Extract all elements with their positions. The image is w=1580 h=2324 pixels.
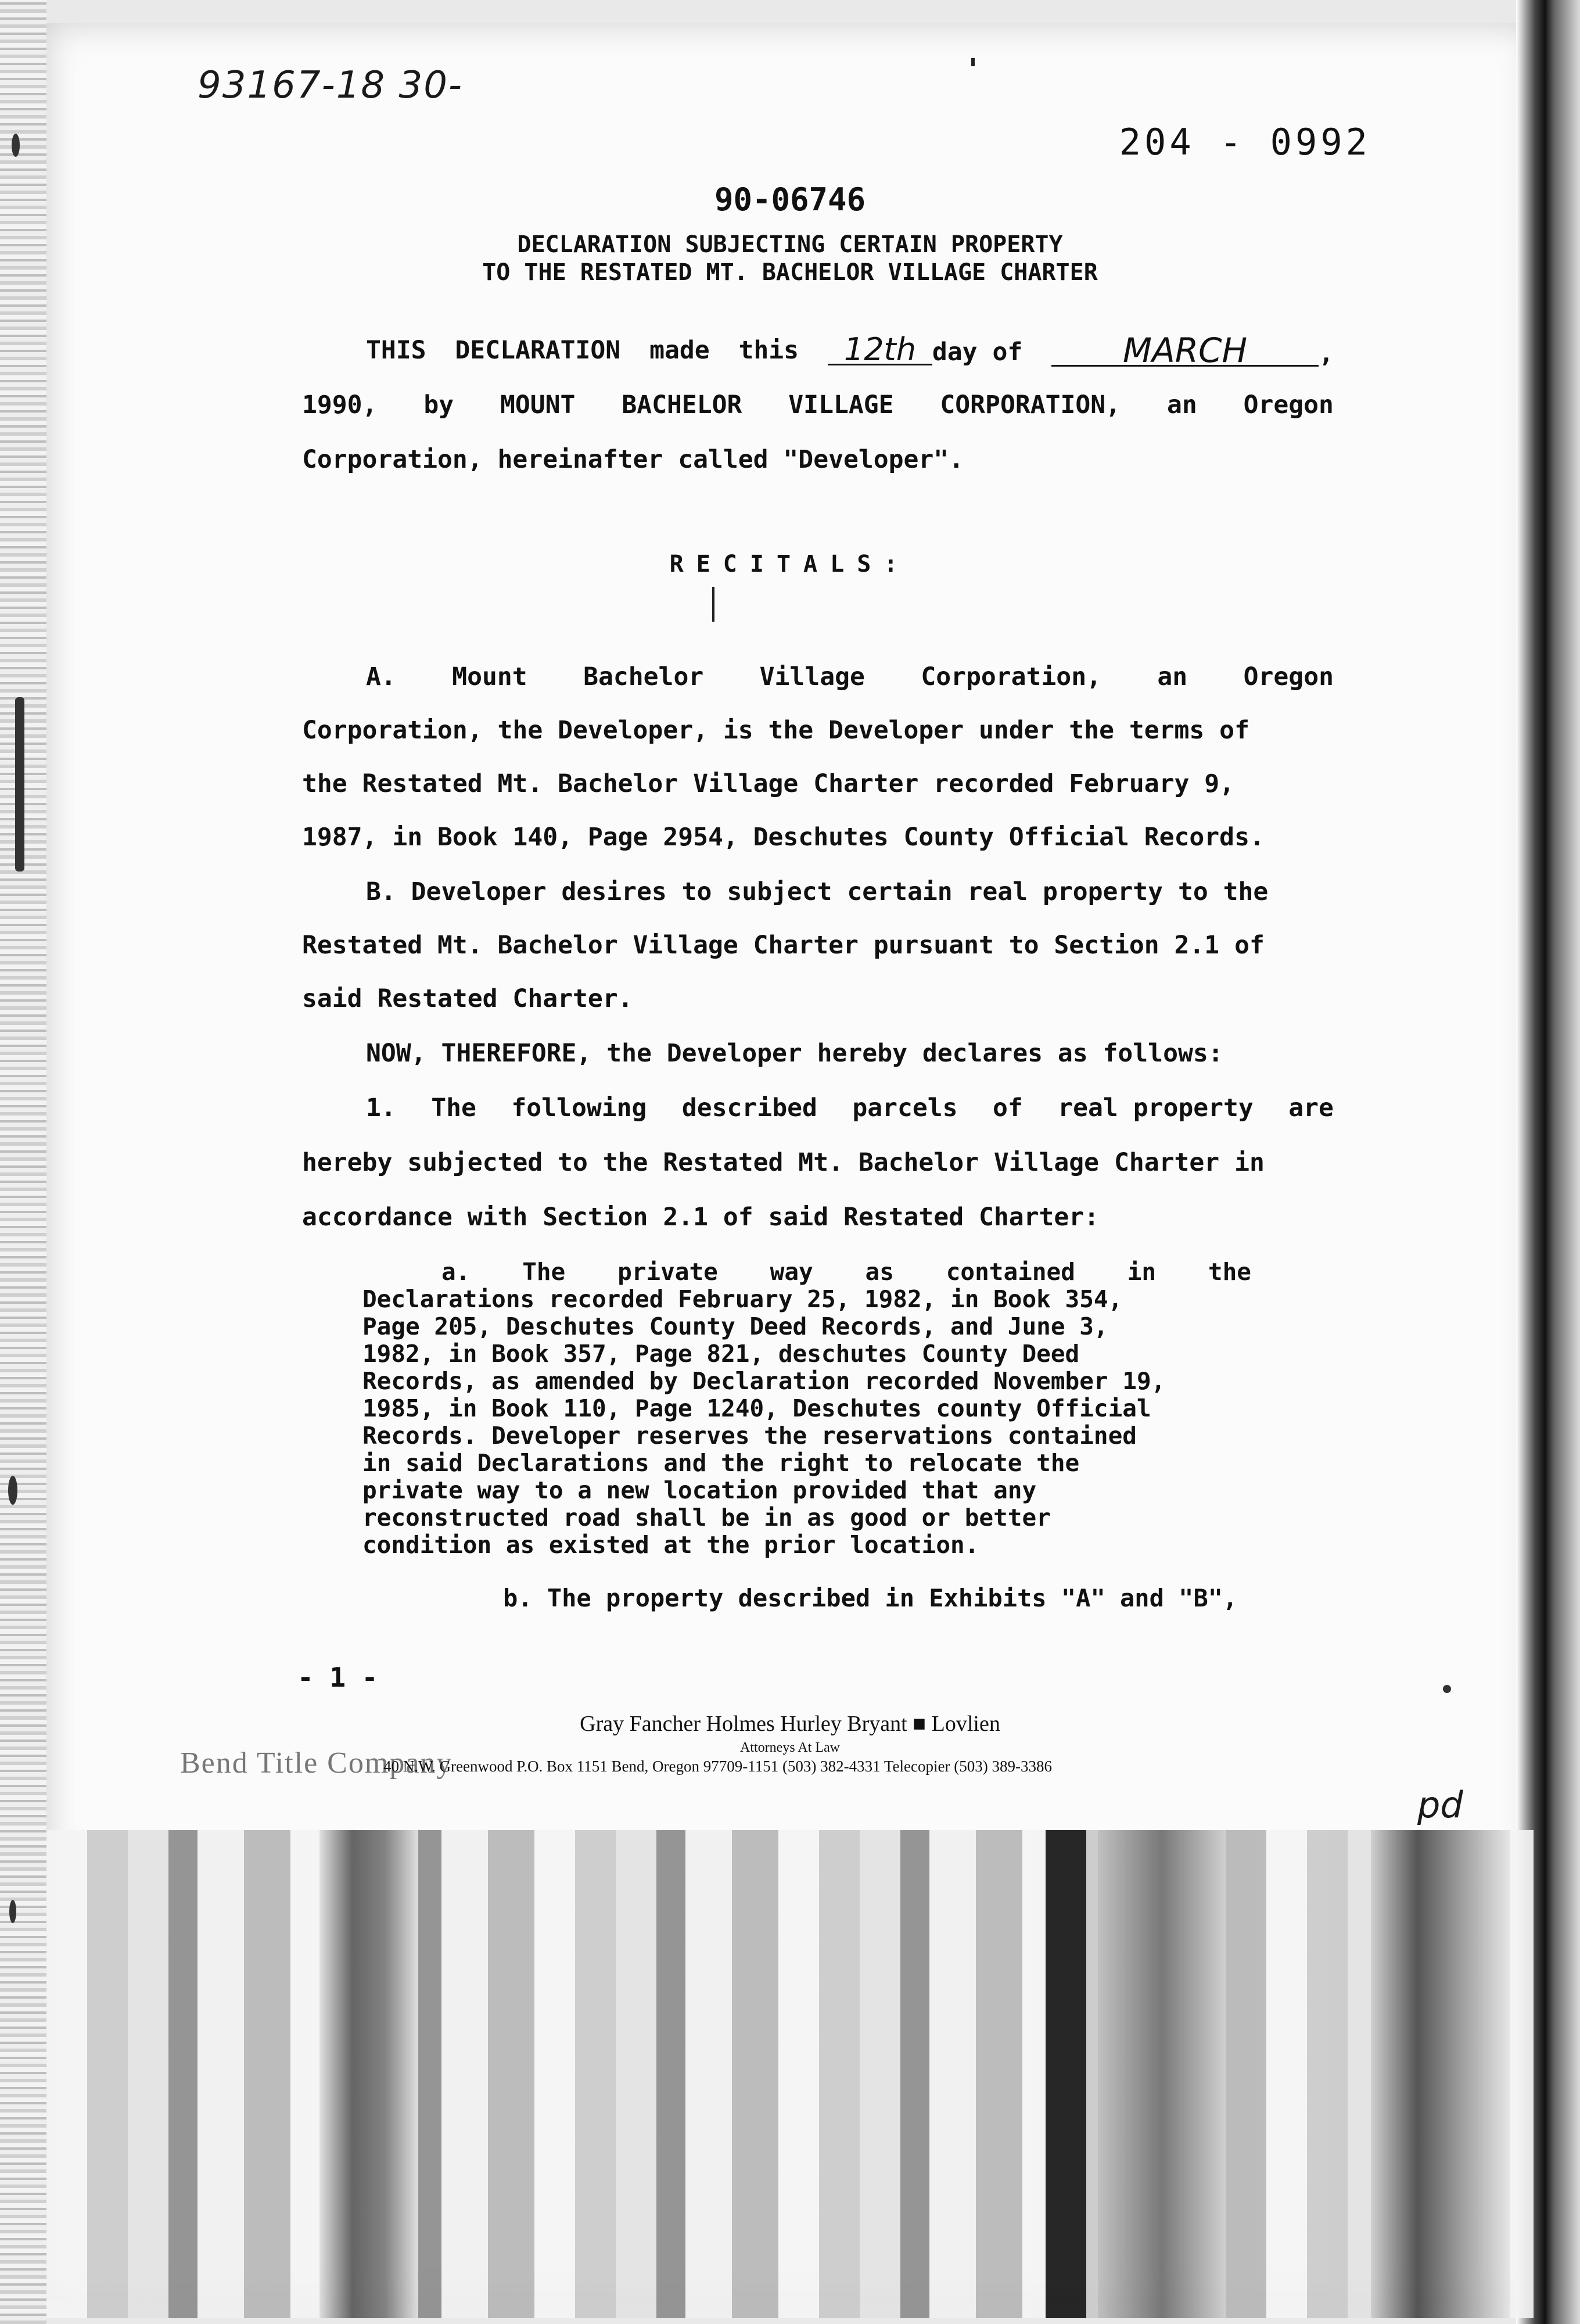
item-a-line: 1982, in Book 357, Page 821, deschutes County Deed [362,1340,1080,1368]
item-a-line: Records. Developer reserves the reservations contained [362,1422,1137,1450]
scan-speck [1443,1685,1451,1693]
intro-word: this [738,336,799,365]
item-a-line: private way to a new location provided that any [362,1476,1037,1504]
section-word: 1. [366,1093,396,1122]
handwritten-initials: pd [1417,1784,1463,1826]
recital-word: Oregon [1243,662,1334,691]
intro-word: made [649,336,710,365]
intro-word: CORPORATION, [940,390,1121,419]
section-word: parcels [852,1093,958,1122]
item-word: the [1208,1258,1251,1286]
item-word: private [617,1258,718,1286]
item-word: way [770,1258,813,1286]
section-1-line-1 [366,1093,1334,1122]
intro-word: MOUNT [500,390,576,419]
scan-speck [15,697,24,871]
item-a-line: Records, as amended by Declaration recorded November 19, [362,1367,1166,1395]
scan-speck [8,1476,17,1505]
handwritten-month: MARCH [1051,336,1319,367]
intro-word: 1990, [302,390,378,419]
recital-a-line-1 [366,662,1334,691]
intro-word: DECLARATION [455,336,621,365]
item-a-line-1 [441,1258,1251,1286]
section-word: The [431,1093,476,1122]
section-word: of [993,1093,1023,1122]
item-word: contained [946,1258,1075,1286]
handwritten-day: 12th [828,336,932,365]
section-word: following [511,1093,647,1122]
recital-word: Bachelor [583,662,704,691]
intro-word: THIS [366,336,426,365]
recital-b-line-1: B. Developer desires to subject certain real property to the [366,877,1269,906]
recital-b-line-3: said Restated Charter. [302,984,633,1013]
intro-comma: , [1319,339,1334,368]
intro-word: an [1166,390,1197,419]
now-therefore-clause: NOW, THEREFORE, the Developer hereby declares as follows: [366,1039,1223,1068]
intro-day-of: day of [932,338,1023,367]
recital-word: Corporation, [921,662,1101,691]
scan-streak [1098,1830,1226,2318]
recital-a-line-2: Corporation, the Developer, is the Developer under the terms of [302,716,1249,745]
intro-word: by [423,390,454,419]
recitals-heading: RECITALS: [669,551,911,578]
recital-b-line-2: Restated Mt. Bachelor Village Charter pursuant to Section 2.1 of [302,931,1265,960]
item-a-line: reconstructed road shall be in as good or better [362,1504,1051,1532]
ink-mark [712,587,714,622]
title-company-stamp: Bend Title Company [180,1746,453,1780]
ink-mark [971,58,975,66]
scan-streak [319,1830,418,2318]
scan-streak [1371,1830,1510,2318]
item-word: in [1127,1258,1157,1286]
intro-line-3: Corporation, hereinafter called "Developer". [302,445,964,474]
scan-noise-band [46,1830,1534,2318]
section-1-line-2: hereby subjected to the Restated Mt. Bachelor Village Charter in [302,1148,1265,1177]
item-word: as [865,1258,894,1286]
recital-word: an [1157,662,1188,691]
item-word: a. [441,1258,471,1286]
intro-line-1 [366,331,1334,370]
recital-word: Mount [452,662,527,691]
recital-word: Village [759,662,865,691]
recital-a-line-3: the Restated Mt. Bachelor Village Charter recorded February 9, [302,769,1235,798]
scan-left-edge [0,0,46,2324]
page-number: - 1 - [297,1662,378,1693]
law-firm-address: 40 N.W. Greenwood P.O. Box 1151 Bend, Oregon 97709-1151 (503) 382-4331 Telecopier (503) 389-3386 [383,1758,1052,1775]
item-a-line: 1985, in Book 110, Page 1240, Deschutes county Official [362,1394,1151,1422]
recital-a-line-4: 1987, in Book 140, Page 2954, Deschutes County Official Records. [302,823,1265,852]
scan-speck [12,134,20,157]
section-1-line-3: accordance with Section 2.1 of said Restated Charter: [302,1203,1100,1232]
item-a-line: Page 205, Deschutes County Deed Records, and June 3, [362,1312,1108,1340]
scan-streak [1046,1830,1086,2318]
intro-line-2 [302,390,1334,419]
intro-word: BACHELOR [622,390,742,419]
recording-stamp-number: 204 - 0992 [1119,121,1371,163]
item-word: The [522,1258,566,1286]
document-number: 90-06746 [714,181,866,218]
intro-word: VILLAGE [788,390,894,419]
recital-word: A. [366,662,396,691]
intro-word: Oregon [1243,390,1334,419]
section-word: described [681,1093,817,1122]
section-word: are [1288,1093,1334,1122]
item-b-line: b. The property described in Exhibits "A" and "B", [503,1584,1238,1612]
document-title-line-1: DECLARATION SUBJECTING CERTAIN PROPERTY [517,231,1063,258]
scan-speck [9,1900,16,1923]
section-word: real property [1058,1093,1254,1122]
document-title-line-2: TO THE RESTATED MT. BACHELOR VILLAGE CHARTER [482,259,1098,286]
item-a-line: Declarations recorded February 25, 1982, in Book 354, [362,1285,1123,1313]
handwritten-reference: 93167-18 30- [198,64,463,107]
item-a-line: in said Declarations and the right to relocate the [362,1449,1080,1477]
item-a-line: condition as existed at the prior location. [362,1531,979,1559]
law-firm-subtitle: Attorneys At Law [740,1740,840,1755]
law-firm-name: Gray Fancher Holmes Hurley Bryant ■ Lovlien [580,1712,1000,1736]
